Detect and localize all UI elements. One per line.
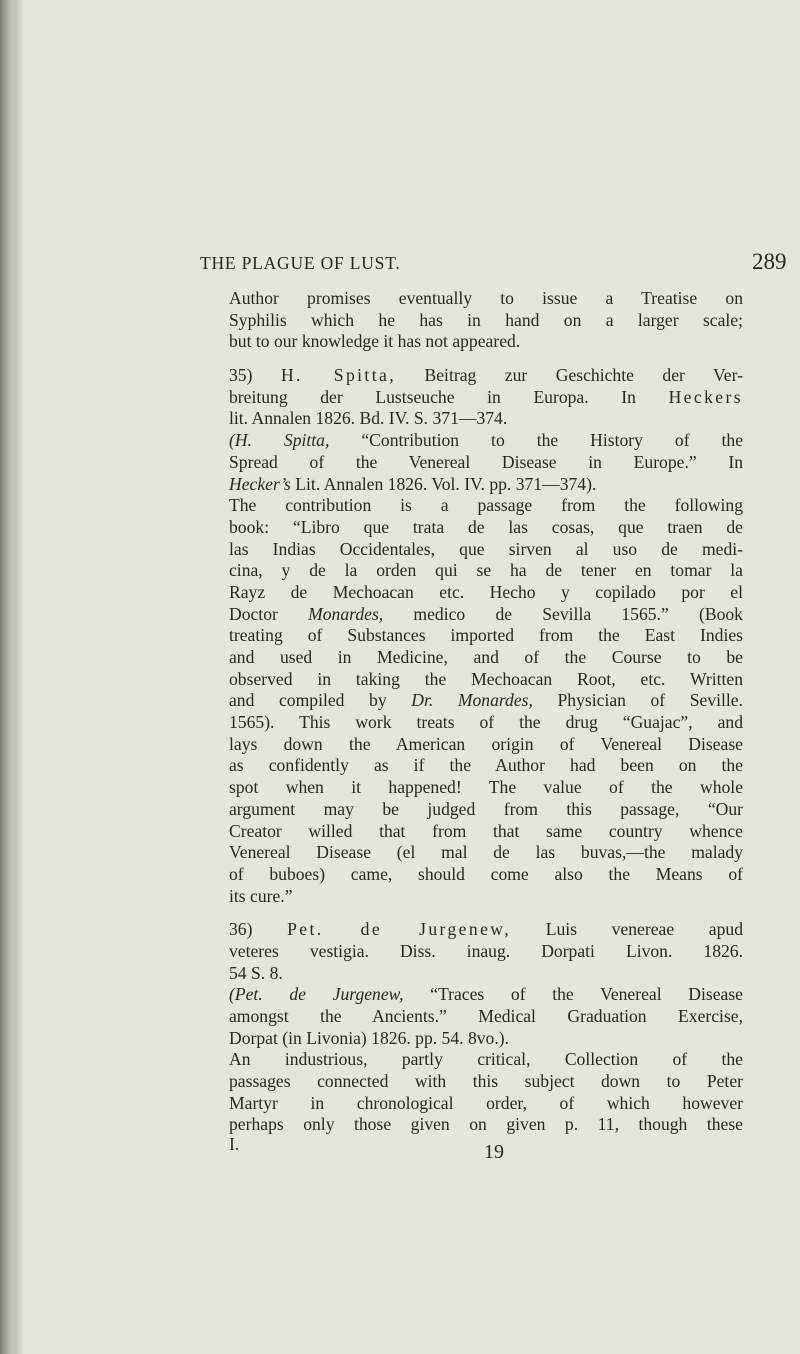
- text-line: Rayz de Mechoacan etc. Hecho y copilado por el: [229, 581, 743, 602]
- page-number: 289: [752, 249, 787, 274]
- text-line: (H. Spitta, “Contribution to the History of the: [229, 430, 743, 451]
- running-title: THE PLAGUE OF LUST.: [200, 253, 401, 273]
- author-name: Heckers: [668, 386, 744, 407]
- text-line: its cure.”: [229, 885, 293, 906]
- author-name: H. Spitta,: [280, 365, 397, 386]
- author-name-italic: (H. Spitta,: [229, 430, 330, 451]
- text-line: Syphilis which he has in hand on a larger scale;: [229, 309, 743, 330]
- text-line: spot when it happened! The value of the whole: [229, 777, 743, 798]
- text-line: book: “Libro que trata de las cosas, que traen de: [229, 516, 743, 537]
- author-name-italic: Hecker’s: [229, 473, 291, 494]
- text-line: and used in Medicine, and of the Course to be: [229, 647, 743, 667]
- author-name-italic: Monardes,: [308, 603, 384, 624]
- signature-number: 19: [484, 1141, 504, 1164]
- text-line: las Indias Occidentales, que sirven al uso de medi-: [229, 538, 743, 559]
- footnote-number: 35): [229, 365, 253, 386]
- text-line: and compiled by Dr. Monardes, Physician of Seville.: [229, 690, 744, 711]
- text-line: Author promises eventually to issue a Treatise on: [229, 288, 743, 308]
- author-name-italic: Dr. Monardes,: [411, 690, 533, 711]
- text-line: as confidently as if the Author had been on the: [229, 755, 743, 776]
- text-line: argument may be judged from this passage, “Our: [229, 798, 743, 819]
- text-line: Dorpat (in Livonia) 1826. pp. 54. 8vo.).: [229, 1027, 509, 1048]
- page-body: [229, 288, 744, 1164]
- paragraph-gap: [229, 353, 743, 365]
- text-line: Spread of the Venereal Disease in Europe.” In: [229, 451, 743, 472]
- footnote-35: [229, 365, 743, 907]
- text-line: 35) H. Spitta, Beitrag zur Geschichte der Ver-: [229, 365, 743, 386]
- text-line: Hecker’s Lit. Annalen 1826. Vol. IV. pp. 371—374).: [229, 473, 597, 494]
- signature-mark: I.: [229, 1134, 240, 1155]
- signature-row: [229, 1134, 743, 1164]
- text-line: 36) Pet. de Jurgenew, Luis venereae apud: [229, 919, 743, 940]
- text-line: of buboes) came, should come also the Means of: [229, 863, 743, 884]
- text-line: veteres vestigia. Diss. inaug. Dorpati Livon. 1826.: [229, 940, 743, 961]
- footnote-36: [229, 919, 743, 1136]
- author-name-italic: (Pet. de Jurgenew,: [229, 984, 404, 1005]
- text-line: 1565). This work treats of the drug “Guajac”, and: [229, 712, 743, 733]
- text-line: amongst the Ancients.” Medical Graduation Exercise,: [229, 1006, 743, 1026]
- book-binding-edge: [0, 0, 14, 1354]
- text-line: Doctor Monardes, medico de Sevilla 1565.” (Book: [229, 603, 743, 624]
- text-line: Creator willed that from that same country whence: [229, 820, 743, 841]
- text-line: perhaps only those given on given p. 11, though these: [229, 1114, 743, 1135]
- text-line: breitung der Lustseuche in Europa. In Heckers: [229, 386, 744, 407]
- page-header: [40, 251, 800, 281]
- text-line: 54 S. 8.: [229, 962, 283, 983]
- text-line: lays down the American origin of Venereal Disease: [229, 733, 743, 754]
- text-line: treating of Substances imported from the East Indies: [229, 625, 743, 646]
- text-line: An industrious, partly critical, Collection of the: [229, 1049, 743, 1070]
- text-line: lit. Annalen 1826. Bd. IV. S. 371—374.: [229, 408, 508, 429]
- text-line: The contribution is a passage from the following: [229, 495, 743, 516]
- text-line: (Pet. de Jurgenew, “Traces of the Venereal Disease: [229, 984, 743, 1005]
- author-name: Pet. de Jurgenew,: [287, 919, 512, 940]
- book-page: [40, 0, 800, 1354]
- text-line: but to our knowledge it has not appeared.: [229, 331, 521, 352]
- text-line: observed in taking the Mechoacan Root, etc. Written: [229, 668, 743, 689]
- paragraph-gap: [229, 907, 743, 919]
- text-line: Venereal Disease (el mal de las buvas,—the malady: [229, 842, 743, 863]
- footnote-number: 36): [229, 919, 253, 940]
- text-line: passages connected with this subject down to Peter: [229, 1071, 743, 1092]
- binding-shadow: [14, 0, 24, 1354]
- text-line: cina, y de la orden qui se ha de tener en tomar la: [229, 560, 743, 581]
- text-line: Martyr in chronological order, of which however: [229, 1092, 743, 1113]
